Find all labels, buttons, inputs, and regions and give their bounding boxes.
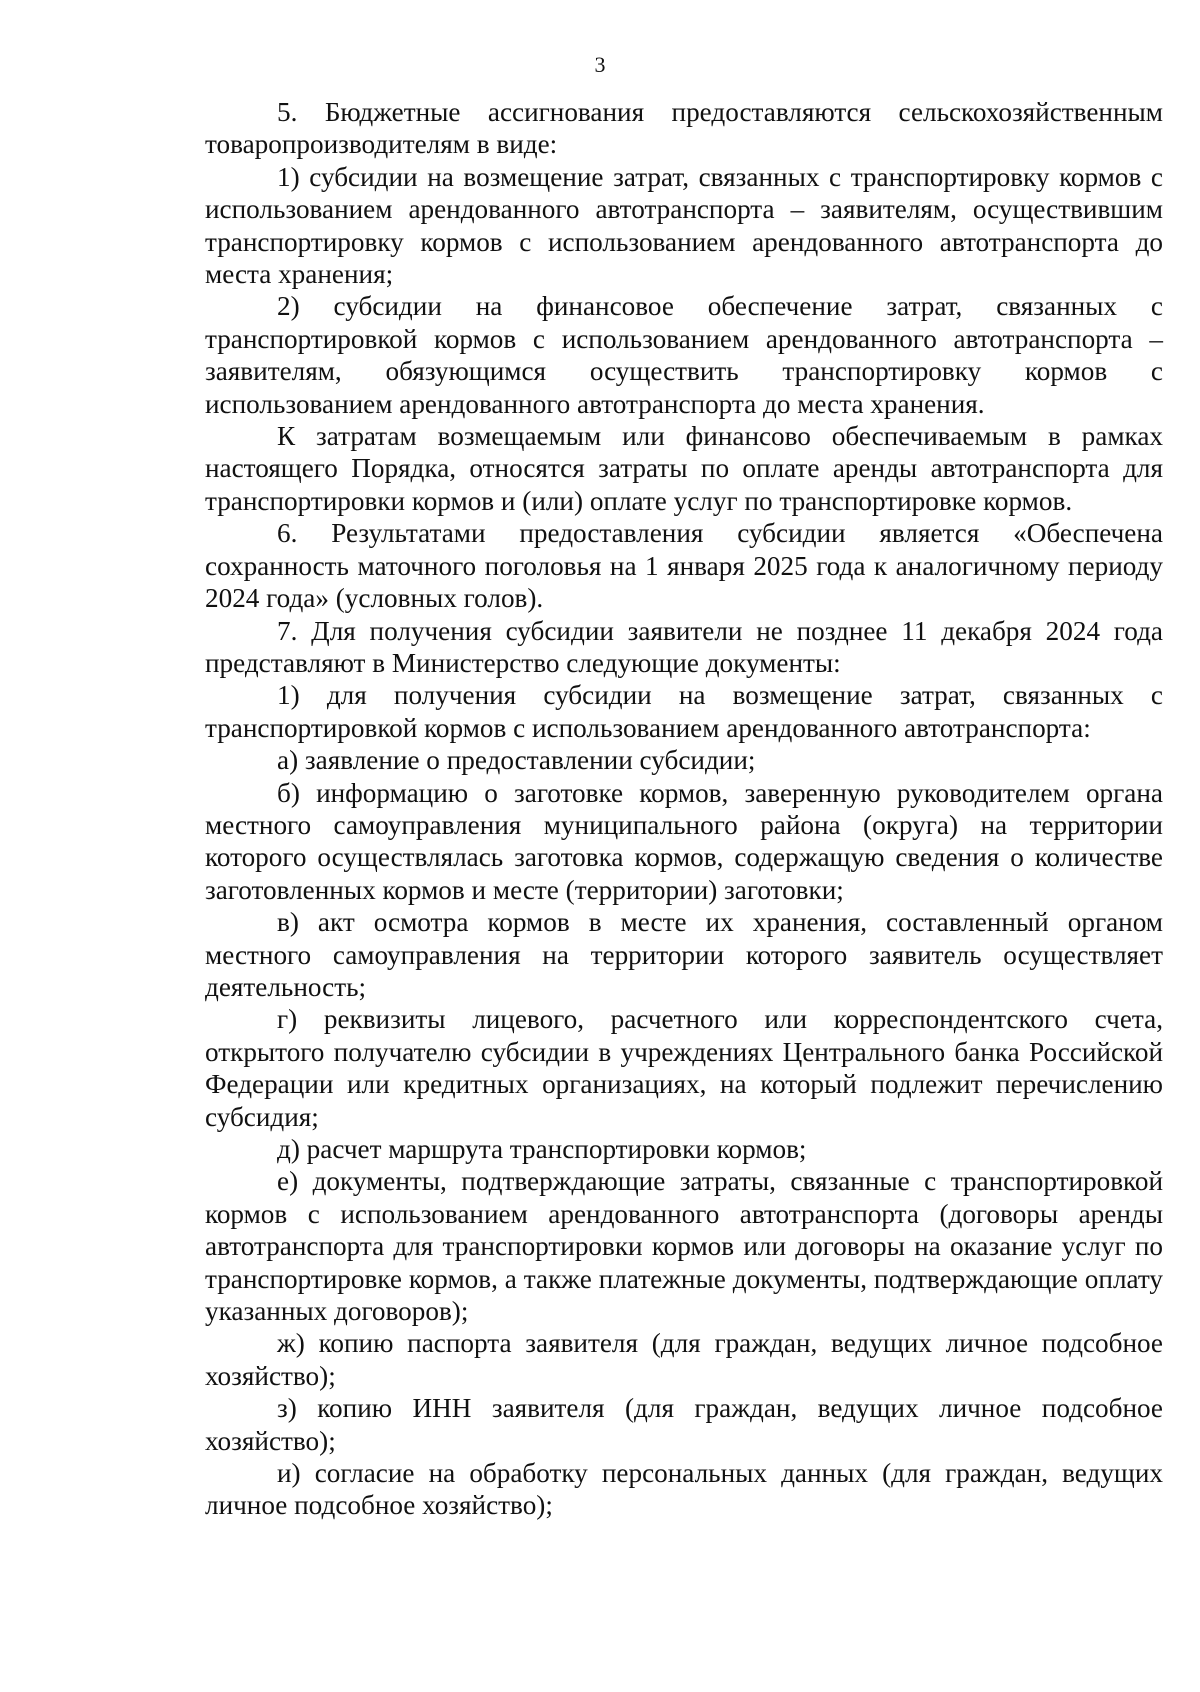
paragraph-7-documents: 7. Для получения субсидии заявители не позднее 11 декабря 2024 года представляют в Министерство следующие документы: bbox=[205, 615, 1163, 678]
paragraph-subsidy-financing: 2) субсидии на финансовое обеспечение затрат, связанных с транспортировкой кормов с использованием арендованного автотранспорта – заявителям, обязующимся осуществить транспортировку кормов с использованием арендованного автотранспорта до места хранения. bbox=[205, 291, 1163, 419]
list-item-z-inn-copy: з) копию ИНН заявителя (для граждан, ведущих личное подсобное хозяйство); bbox=[205, 1393, 1163, 1456]
list-item-a-application: а) заявление о предоставлении субсидии; bbox=[277, 745, 756, 776]
list-item-v-inspection-act: в) акт осмотра кормов в месте их хранения, составленный органом местного самоуправления на территории которого заявитель осуществляет деятельность; bbox=[205, 907, 1163, 1002]
paragraph-5-budget-allocations: 5. Бюджетные ассигнования предоставляются сельскохозяйственным товаропроизводителям в виде: bbox=[205, 97, 1163, 160]
paragraph-subsidy-reimbursement: 1) субсидии на возмещение затрат, связанных с транспортировку кормов с использованием арендованного автотранспорта – заявителям, осуществившим транспортировку кормов с использованием арендованного автотранспорта до места хранения; bbox=[205, 161, 1163, 290]
list-item-zh-passport-copy: ж) копию паспорта заявителя (для граждан, ведущих личное подсобное хозяйство); bbox=[205, 1328, 1163, 1391]
list-item-i-personal-data-consent: и) согласие на обработку персональных данных (для граждан, ведущих личное подсобное хозяйство); bbox=[205, 1458, 1163, 1521]
list-item-g-bank-details: г) реквизиты лицевого, расчетного или корреспондентского счета, открытого получателю субсидии в учреждениях Центрального банка Российской Федерации или кредитных организациях, на который подлежит перечислению субсидия; bbox=[205, 1004, 1163, 1132]
paragraph-6-results: 6. Результатами предоставления субсидии является «Обеспечена сохранность маточного поголовья на 1 января 2025 года к аналогичному периоду 2024 года» (условных голов). bbox=[205, 518, 1163, 614]
page-number: 3 bbox=[594, 52, 606, 77]
list-item-d-route-calculation: д) расчет маршрута транспортировки кормов; bbox=[277, 1134, 807, 1164]
list-item-e-cost-documents: е) документы, подтверждающие затраты, связанные с транспортировкой кормов с использованием арендованного автотранспорта (договоры аренды автотранспорта для транспортировки кормов или договоры на оказание услуг по транспортировке кормов, а также платежные документы, подтверждающие оплату указанных договоров); bbox=[205, 1166, 1163, 1327]
paragraph-documents-for-reimbursement: 1) для получения субсидии на возмещение затрат, связанных с транспортировкой кормов с использованием арендованного автотранспорта: bbox=[205, 680, 1163, 743]
list-item-b-feed-info: б) информацию о заготовке кормов, заверенную руководителем органа местного самоуправления муниципального района (округа) на территории которого осуществлялась заготовка кормов, содержащую сведения о количестве заготовленных кормов и месте (территории) заготовки; bbox=[205, 777, 1163, 905]
document-body bbox=[205, 96, 1163, 1522]
paragraph-costs-definition: К затратам возмещаемым или финансово обеспечиваемым в рамках настоящего Порядка, относятся затраты по оплате аренды автотранспорта для транспортировки кормов и (или) оплате услуг по транспортировке кормов. bbox=[205, 421, 1163, 516]
